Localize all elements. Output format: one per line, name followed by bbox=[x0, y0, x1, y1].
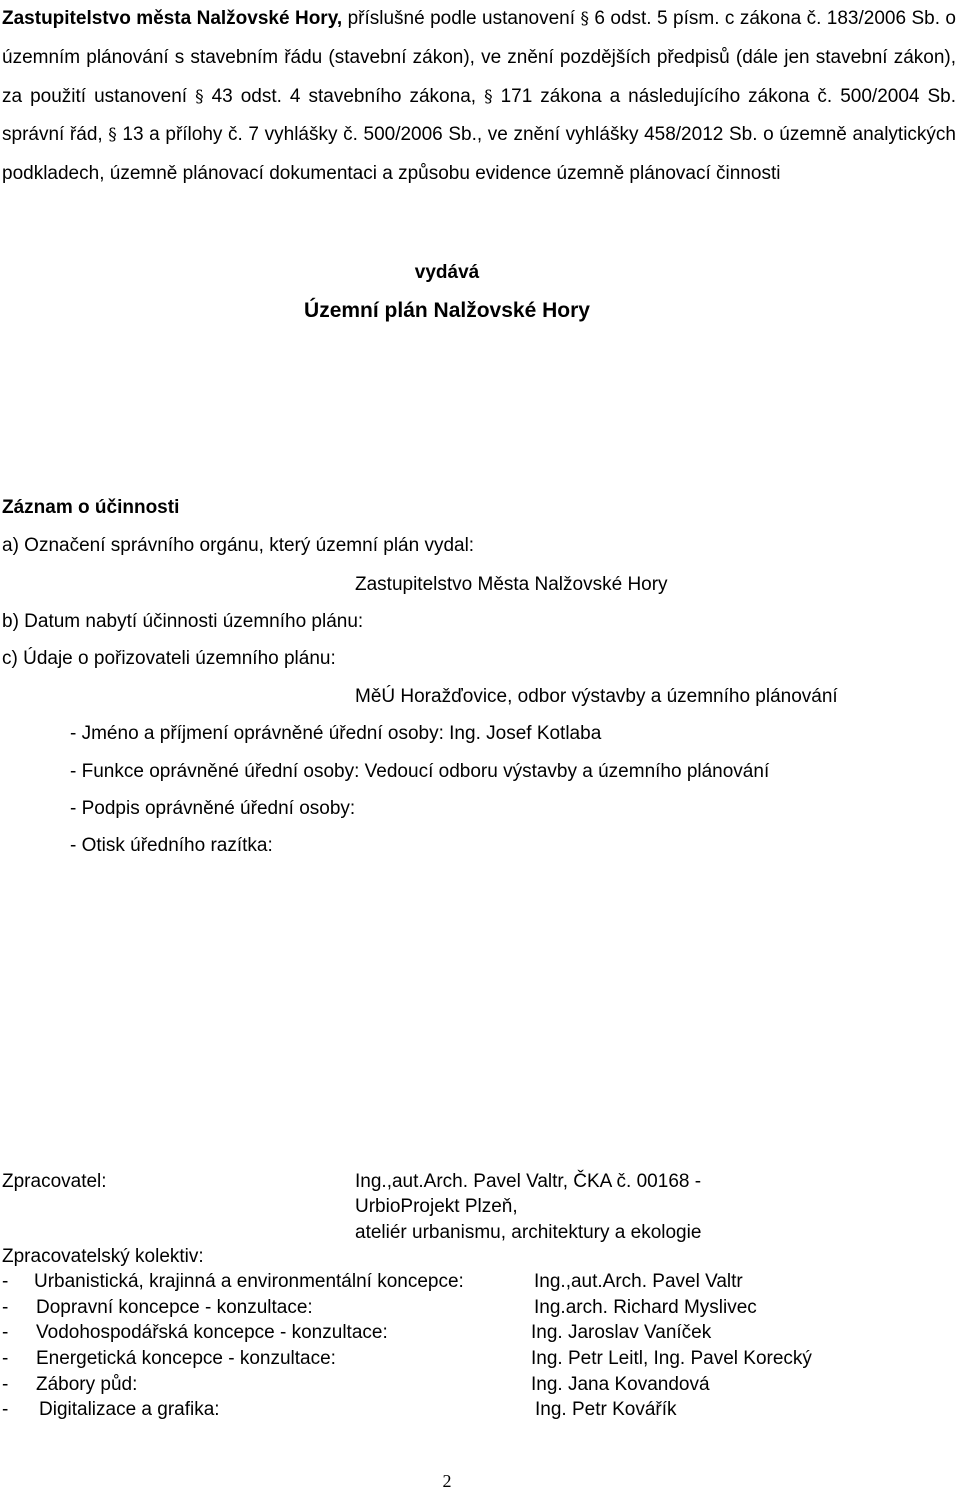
team-row-dash: - bbox=[2, 1297, 9, 1318]
processor-label: Zpracovatel: bbox=[2, 1171, 107, 1192]
issues-heading: vydává bbox=[414, 262, 480, 283]
official-name: - Jméno a příjmení oprávněné úřední osoby: Ing. Josef Kotlaba bbox=[70, 723, 602, 744]
plan-title: Územní plán Nalžovské Hory bbox=[304, 299, 590, 322]
team-row-person: Ing. Petr Leitl, Ing. Pavel Korecký bbox=[531, 1348, 812, 1369]
team-row-role: Energetická koncepce - konzultace: bbox=[36, 1348, 336, 1369]
team-row-dash: - bbox=[2, 1322, 9, 1343]
processor-line-2: UrbioProjekt Plzeň, bbox=[355, 1196, 518, 1217]
section-sign: § bbox=[195, 86, 204, 107]
record-a-label: a) Označení správního orgánu, který územní plán vydal: bbox=[2, 535, 475, 556]
team-label: Zpracovatelský kolektiv: bbox=[2, 1246, 204, 1267]
section-sign: § bbox=[580, 9, 589, 29]
section-sign: § bbox=[484, 86, 493, 107]
team-row-person: Ing. Jaroslav Vaníček bbox=[531, 1322, 712, 1343]
page-number: 2 bbox=[442, 1471, 452, 1491]
team-row-dash: - bbox=[2, 1271, 9, 1292]
official-stamp: - Otisk úředního razítka: bbox=[70, 835, 273, 856]
processor-line-3: ateliér urbanismu, architektury a ekologie bbox=[355, 1222, 702, 1243]
record-c-label: c) Údaje o pořizovateli územního plánu: bbox=[2, 648, 336, 669]
team-row-role: Urbanistická, krajinná a environmentální koncepce: bbox=[34, 1271, 464, 1292]
intro-text-3: 43 odst. 4 stavebního zákona, bbox=[203, 85, 485, 107]
official-function: - Funkce oprávněné úřední osoby: Vedoucí odboru výstavby a územního plánování bbox=[70, 761, 770, 782]
team-row-dash: - bbox=[2, 1399, 9, 1420]
team-row-role: Zábory půd: bbox=[36, 1374, 138, 1395]
processor-line-1: Ing.,aut.Arch. Pavel Valtr, ČKA č. 00168 - bbox=[355, 1171, 702, 1192]
intro-text-2: 6 odst. 5 písm. c zákona č. 183/2006 Sb. o územním plánování s stavebním řádu (stavební zákon), ve znění pozdějších předpisů (dále jen stavební zákon), za použití ustanovení bbox=[2, 8, 956, 107]
record-c-value: MěÚ Horažďovice, odbor výstavby a územního plánování bbox=[355, 686, 838, 707]
team-row-role: Vodohospodářská koncepce - konzultace: bbox=[36, 1322, 388, 1343]
team-row-dash: - bbox=[2, 1374, 9, 1395]
intro-paragraph bbox=[2, 0, 956, 194]
team-row-role: Digitalizace a grafika: bbox=[39, 1399, 220, 1420]
issuer-name: Zastupitelstvo města Nalžovské Hory, bbox=[2, 8, 343, 29]
team-row-person: Ing.arch. Richard Myslivec bbox=[534, 1297, 757, 1318]
intro-text-4: 171 zákona a následujícího zákona č. 500/2004 Sb. správní řád, bbox=[2, 85, 957, 146]
team-row-dash: - bbox=[2, 1348, 9, 1369]
team-row-person: Ing.,aut.Arch. Pavel Valtr bbox=[534, 1271, 743, 1292]
record-b-label: b) Datum nabytí účinnosti územního plánu: bbox=[2, 611, 364, 632]
intro-text-5: 13 a přílohy č. 7 vyhlášky č. 500/2006 Sb., ve znění vyhlášky 458/2012 Sb. o územně analytických podkladech, územně plánovací dokumentaci a způsobu evidence územně plánovací činnosti bbox=[2, 124, 956, 185]
official-signature: - Podpis oprávněné úřední osoby: bbox=[70, 798, 356, 819]
record-heading: Záznam o účinnosti bbox=[2, 497, 180, 518]
record-a-value: Zastupitelstvo Města Nalžovské Hory bbox=[355, 574, 668, 595]
section-sign: § bbox=[108, 125, 117, 146]
team-row-person: Ing. Jana Kovandová bbox=[531, 1374, 710, 1395]
intro-text-1: příslušné podle ustanovení bbox=[342, 8, 581, 29]
team-row-person: Ing. Petr Kovářík bbox=[535, 1399, 677, 1420]
team-row-role: Dopravní koncepce - konzultace: bbox=[36, 1297, 313, 1318]
